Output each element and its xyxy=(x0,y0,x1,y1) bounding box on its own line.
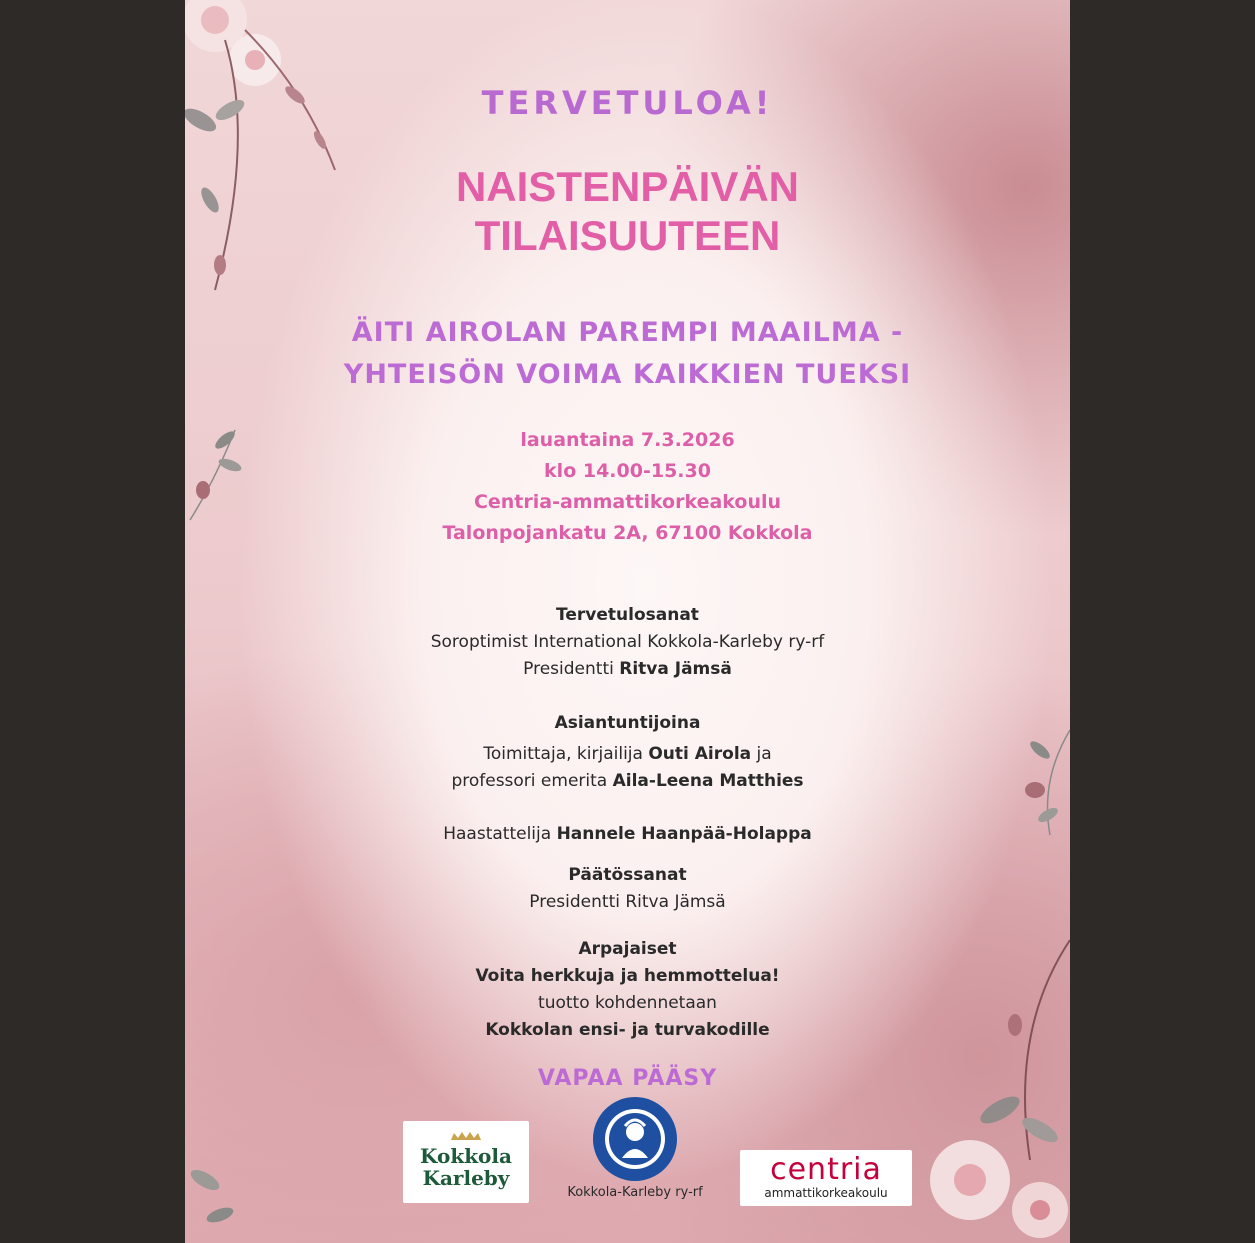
karleby-logo-text: Karleby xyxy=(422,1166,510,1190)
program-experts xyxy=(185,710,1070,795)
program-experts-heading: Asiantuntijoina xyxy=(554,713,701,733)
program-raffle-heading: Arpajaiset xyxy=(578,939,677,959)
event-title xyxy=(185,162,1070,260)
event-details xyxy=(185,425,1070,549)
program-closing xyxy=(185,862,1070,916)
centria-logo-word: centria xyxy=(770,1152,882,1187)
program-closing-heading: Päätössanat xyxy=(568,865,687,885)
event-address: Talonpojankatu 2A, 67100 Kokkola xyxy=(442,522,813,544)
centria-logo-subtitle: ammattikorkeakoulu xyxy=(764,1186,888,1200)
kokkola-karleby-logo xyxy=(403,1121,529,1203)
event-subtitle-line1: ÄITI AIROLAN PAREMPI MAAILMA - xyxy=(351,317,904,348)
event-venue: Centria-ammattikorkeakoulu xyxy=(473,491,782,513)
program-expert2-name: Aila-Leena Matthies xyxy=(612,771,804,791)
event-subtitle xyxy=(185,312,1070,396)
event-date: lauantaina 7.3.2026 xyxy=(520,429,735,451)
event-program xyxy=(185,602,1070,1044)
program-interviewer xyxy=(185,821,1070,848)
event-title-line2: TILAISUUTEEN xyxy=(474,212,781,259)
floral-decoration-bottom-left xyxy=(185,1140,245,1243)
program-expert1-role: Toimittaja, kirjailija xyxy=(483,744,643,764)
program-welcome xyxy=(185,602,1070,683)
program-interviewer-name: Hannele Haanpää-Holappa xyxy=(556,824,812,844)
soroptimist-international-logo xyxy=(592,1096,678,1182)
program-raffle xyxy=(185,936,1070,1044)
program-interviewer-role: Haastattelija xyxy=(443,824,552,844)
program-welcome-org: Soroptimist International Kokkola-Karleby ry-rf xyxy=(430,632,825,652)
centria-logo xyxy=(740,1150,912,1206)
program-welcome-role: Presidentti xyxy=(523,659,614,679)
event-time: klo 14.00-15.30 xyxy=(544,460,711,482)
program-expert1-and: ja xyxy=(756,744,772,764)
program-welcome-heading: Tervetulosanat xyxy=(556,605,699,625)
event-title-line1: NAISTENPÄIVÄN xyxy=(455,163,800,210)
event-subtitle-line2: YHTEISÖN VOIMA KAIKKIEN TUEKSI xyxy=(343,359,912,390)
crown-icon xyxy=(450,1131,482,1141)
program-raffle-line1: Voita herkkuja ja hemmottelua! xyxy=(475,966,780,986)
program-welcome-name: Ritva Jämsä xyxy=(619,659,732,679)
program-expert1-name: Outi Airola xyxy=(648,744,752,764)
free-entry-label: VAPAA PÄÄSY xyxy=(537,1066,718,1091)
kokkola-logo-text: Kokkola xyxy=(420,1144,512,1168)
event-poster xyxy=(185,0,1070,1243)
welcome-heading: TERVETULOA! xyxy=(481,84,774,122)
soroptimist-logo-caption: Kokkola-Karleby ry-rf xyxy=(567,1185,703,1200)
program-closing-text: Presidentti Ritva Jämsä xyxy=(529,892,726,912)
program-expert2-role: professori emerita xyxy=(451,771,608,791)
program-raffle-line2: tuotto kohdennetaan xyxy=(538,993,717,1013)
program-raffle-line3: Kokkolan ensi- ja turvakodille xyxy=(485,1020,770,1040)
